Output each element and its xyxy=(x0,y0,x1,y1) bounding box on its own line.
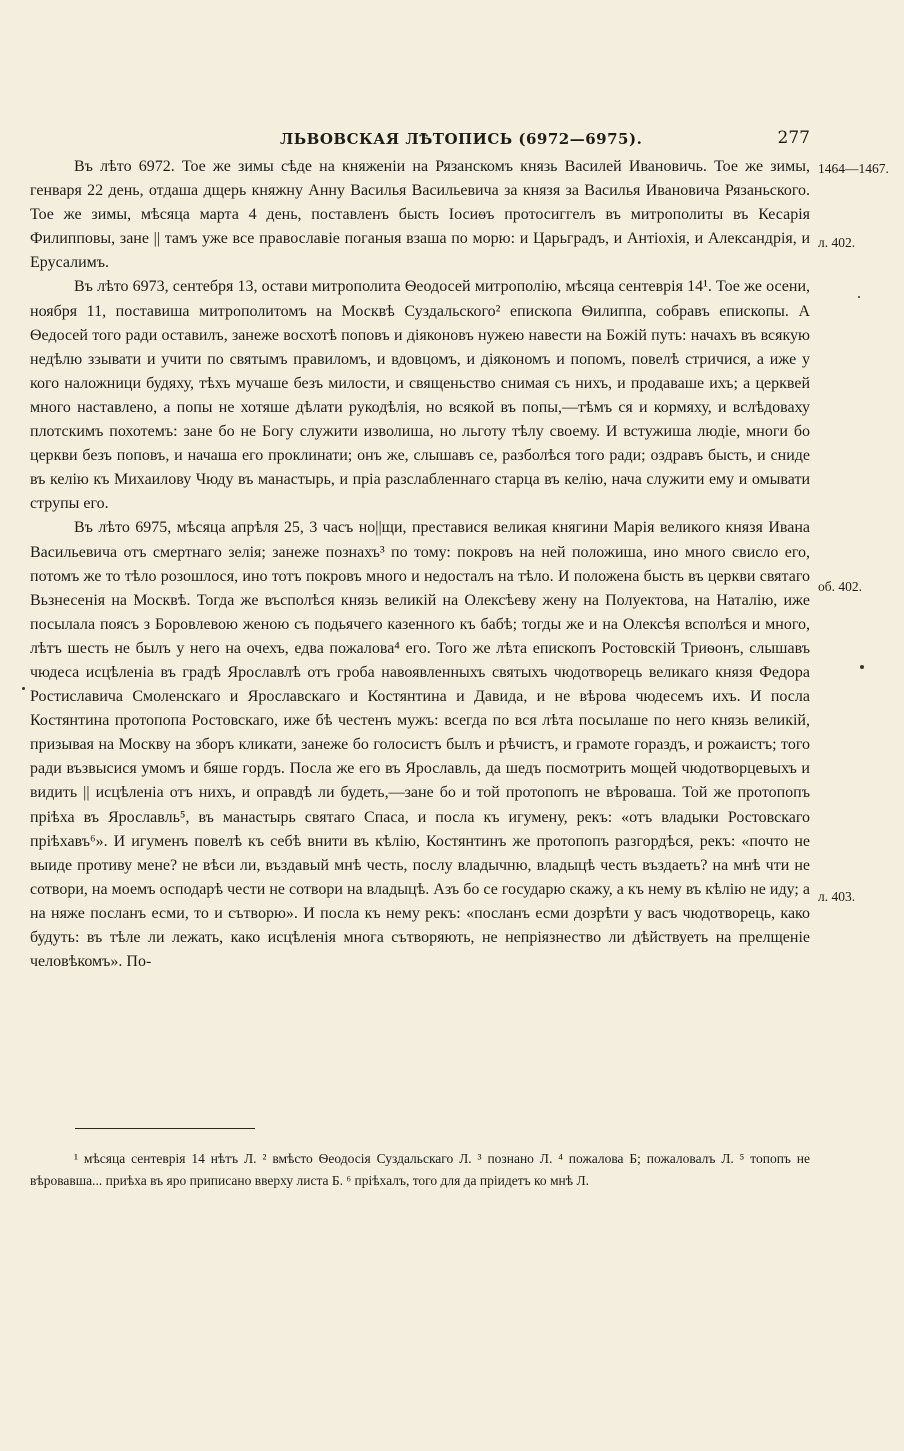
footnotes: ¹ мѣсяца сентеврія 14 нѣтъ Л. ² вмѣсто Ѳеодосія Суздальскаго Л. ³ познано Л. ⁴ пожалова Б; пожаловалъ Л. ⁵ топопъ не вѣровавша... приѣха въ яро приписано вверху листа Б. ⁶ пріѣхалъ, того для да пріидетъ ко мнѣ Л. xyxy=(30,1151,810,1188)
paper-speck xyxy=(858,296,860,298)
margin-note-leaf-402: л. 402. xyxy=(818,235,856,250)
chronicle-text xyxy=(30,155,810,974)
paper-speck xyxy=(22,687,25,690)
paragraph-6973: Въ лѣто 6973, сентебря 13, остави митрополита Ѳеодосей митрополію, мѣсяца сентеврія 14¹. Тое же осени, ноября 11, поставиша митрополитомъ на Москвѣ Суздальского² епископа Ѳилиппа, собравъ епископы. А Ѳедосей того ради оставилъ, занеже восхотѣ поповъ и діяконовъ нужею навести на Божій путь: начахъ въ всякую недѣлю ззывати и учити по святымъ правиломъ, и вдовцомъ, и діякономъ и попомъ, повелѣ стричися, а иже у кого наложници будяху, тѣхъ мучаше безъ милости, и священьство снимая съ нихъ, и продаваше ихъ; а церквей много наставлено, а попы не хотяше дѣлати рукодѣлія, но всякой въ попы,—тѣмъ ся и кормяху, и вслѣдоваху плотскимъ похотемъ: зане бо не Богу служити изволиша, но льготу тѣлу своему. И встужиша людіе, многи бо церкви безъ поповъ, и начаша его проклинати; онъ же, слышавъ се, разболѣся того ради; оздравъ бысть, и сниде въ келію къ Михаилову Чюду въ манастырь, и пріа разслабленнаго старца въ келію, нача служити ему и омывати струпы его. xyxy=(30,278,810,513)
running-title: ЛЬВОВСКАЯ ЛѢТОПИСЬ (6972—6975). xyxy=(280,130,643,148)
paragraph-6975: Въ лѣто 6975, мѣсяца апрѣля 25, 3 часъ но||щи, преставися великая княгини Марія великого князя Ивана Васильевича отъ смертнаго зелія; занеже познахъ³ по тому: покровъ на ней положиша, ино много свисло его, потомъ же то тѣло розошлося, ино тотъ покровъ много и недосталъ на тѣло. И положена бысть въ церкви святаго Вьзнесенія на Москвѣ. Тогда же въсполѣся князь великій на Олексѣеву жену на Полуектова, на Наталію, иже посылала поясъ з Боровлевою женою съ подьячего казенного къ бабѣ; тогды же и на Олексѣя всполѣся и много, лѣтъ шесть не былъ у него на очехъ, едва пожалова⁴ его. Того же лѣта епископъ Ростовскій Триѳонъ, слышавъ чюдеса исцѣленіа въ градѣ Ярославлѣ отъ гроба навоявленныхъ святыхъ чюдотворець великаго князя Федора Ростиславича Смоленскаго и Ярославскаго и Костянтина и Давида, и не вѣрова чюдесемъ ихъ. И посла Костянтина протопопа Ростовскаго, иже бѣ честенъ мужъ: всегда по вся лѣта посылаше по него князь великій, призывая на Москву на зборъ кликати, занеже бо голосистъ былъ и рѣчистъ, и грамоте гораздъ, и рожаистъ; того ради възвысися умомъ и бяше гордъ. Посла же его въ Ярославль, да шедъ посмотрить мощей чюдотворцевыхъ и видить || исцѣленіа отъ нихъ, и оправдѣ ли будеть,—зане бо и той протопопъ не вѣроваша. Той же протопопъ пріѣха въ Ярославль⁵, въ манастырь святаго Спаса, и посла къ игумену, рекъ: «отъ владыки Ростовскаго пріѣхавъ⁶». И игуменъ повелѣ къ себѣ внити въ кѣлію, Костянтинъ же протопопъ разгордѣся, рекъ: «почто не выиде противу мене? не вѣси ли, въздавый мнѣ честь, послу владычню, владыцѣ честь въздаеть? на мнѣ чти не сотвори, на моемъ осподарѣ чести не сотвори на владыцѣ. Азъ бо се государю скажу, а къ нему въ кѣлію не иду; а на няже посланъ есми, то и сътворю». И посла къ нему рекъ: «посланъ есми дозрѣти у васъ чюдотворець, како будуть: въ тѣле ли лежать, како исцѣленія многа сътворяють, не непріязнество ли дѣйствуеть на прелщеніе человѣкомъ». По- xyxy=(30,519,810,971)
margin-note-years: 1464—1467. xyxy=(818,161,889,176)
margin-note-leaf-403: л. 403. xyxy=(818,889,856,904)
footnote-divider xyxy=(75,1128,255,1129)
page-header xyxy=(30,128,810,152)
paper-speck xyxy=(860,665,864,669)
paragraph-6972: Въ лѣто 6972. Тое же зимы сѣде на княженіи на Рязанскомъ князь Василей Ивановичь. Тое же зимы, генваря 22 день, отдаша дщерь княжну Анну Василья Васильевича за князя за Василья Ивановича Рязаньского. Тое же зимы, мѣсяца марта 4 день, поставленъ бысть Іосиѳъ протосиггелъ въ митрополиты въ Кесарія Филипповы, зане || тамъ уже все православіе поганыя взаша по морю: и Царьградъ, и Антіохія, и Александрія, и Ерусалимъ. xyxy=(30,158,810,272)
page-number: 277 xyxy=(777,128,810,148)
margin-note-verso-402: об. 402. xyxy=(818,579,862,594)
